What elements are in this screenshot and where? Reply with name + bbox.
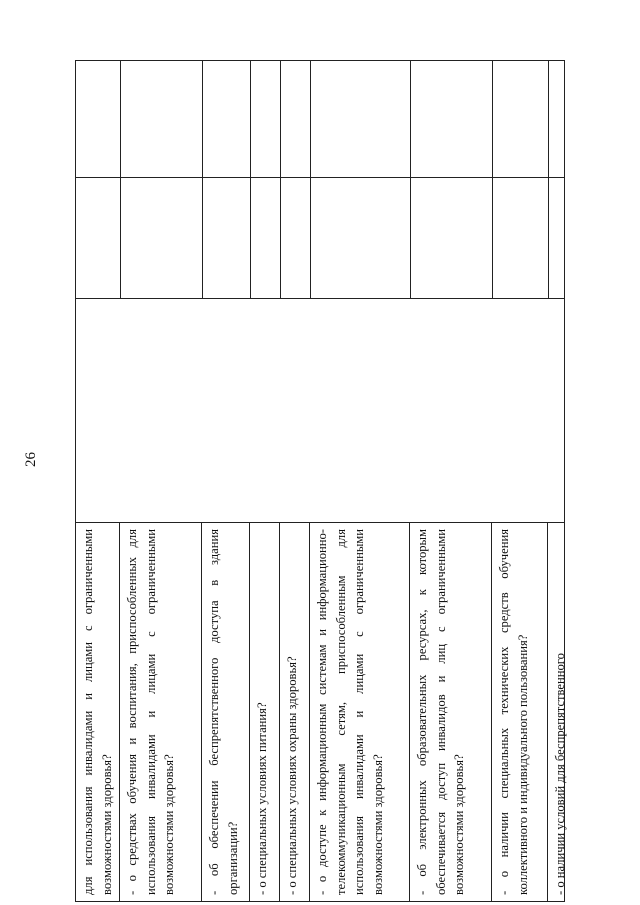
page-number: 26	[23, 452, 39, 467]
table-row: - об обеспечении беспрепятственного доступа в здания организации?	[202, 523, 250, 901]
table-row: - о специальных условиях охраны здоровья?	[280, 523, 310, 901]
question-column	[75, 522, 565, 902]
table-row: - о наличии специальных технических средств обучения коллективного и индивидуального пользования?	[492, 523, 548, 901]
answer-columns	[75, 60, 565, 298]
table-row: - о доступе к информационным системам и информационно-телекоммуникационным сетям, приспособленным для использования инвалидами и лицами с ограниченными возможностями здоровья?	[310, 523, 410, 901]
table-row: - о средствах обучения и воспитания, приспособленных для использования инвалидами и лицами с ограниченными возможностями здоровья?	[120, 523, 202, 901]
survey-table	[75, 60, 565, 902]
table-row: - о наличии условий для беспрепятственного	[553, 653, 567, 895]
table-row: для использования инвалидами и лицами с ограниченными возможностями здоровья?	[76, 523, 120, 901]
empty-merged-column	[75, 298, 565, 522]
table-row: - о специальных условиях питания?	[250, 523, 280, 901]
table-row: - об электронных образовательных ресурсах, к которым обеспечивается доступ инвалидов и лиц с ограниченными возможностями здоровья?	[410, 523, 492, 901]
